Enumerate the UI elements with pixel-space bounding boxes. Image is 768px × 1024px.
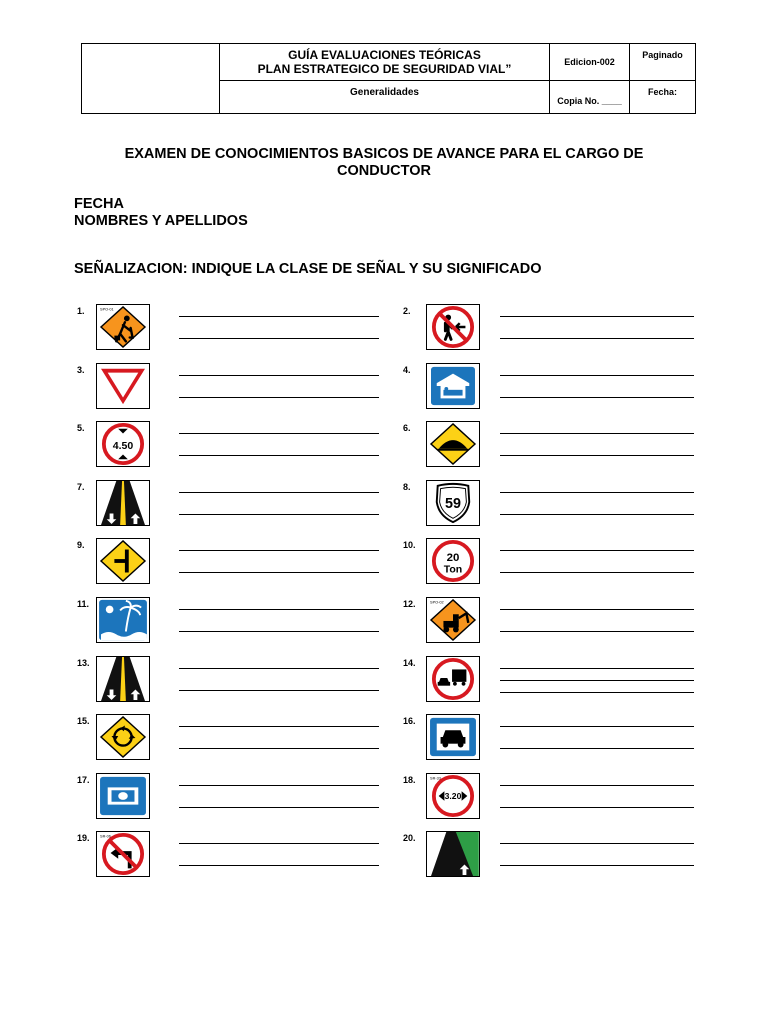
svg-text:Ton: Ton xyxy=(443,563,463,576)
max-width-icon xyxy=(426,773,480,819)
hotel-bed-icon xyxy=(426,363,480,409)
exam-title-line2: CONDUCTOR xyxy=(337,163,431,179)
answer-line-2-1[interactable] xyxy=(500,316,694,317)
answer-line-6-2[interactable] xyxy=(500,455,694,456)
fecha-header-label: Fecha: xyxy=(630,81,696,114)
answer-line-3-1[interactable] xyxy=(179,375,379,376)
answer-line-1-2[interactable] xyxy=(179,338,379,339)
sign-number-19: 19. xyxy=(77,833,90,843)
answer-line-4-2[interactable] xyxy=(500,397,694,398)
header-title-line2: PLAN ESTRATEGICO DE SEGURIDAD VIAL” xyxy=(257,62,512,76)
two-way-lanes-icon xyxy=(96,656,150,702)
nombres-field-label: NOMBRES Y APELLIDOS xyxy=(74,213,248,229)
sign-number-12: 12. xyxy=(403,599,416,609)
sign-number-4: 4. xyxy=(403,365,411,375)
answer-line-17-2[interactable] xyxy=(179,807,379,808)
answer-line-16-2[interactable] xyxy=(500,748,694,749)
answer-line-5-1[interactable] xyxy=(179,433,379,434)
sign-number-16: 16. xyxy=(403,716,416,726)
sign-number-8: 8. xyxy=(403,482,411,492)
svg-text:3.20: 3.20 xyxy=(444,790,462,801)
sign-number-7: 7. xyxy=(77,482,85,492)
sign-number-14: 14. xyxy=(403,658,416,668)
side-road-left-icon xyxy=(96,538,150,584)
exam-title-line1: EXAMEN DE CONOCIMIENTOS BASICOS DE AVANCE PARA EL CARGO DE xyxy=(124,146,644,162)
sign-number-15: 15. xyxy=(77,716,90,726)
answer-line-17-1[interactable] xyxy=(179,785,379,786)
sign-number-18: 18. xyxy=(403,775,416,785)
sign-number-5: 5. xyxy=(77,423,85,433)
no-overtaking-trucks-icon xyxy=(426,656,480,702)
max-height-icon xyxy=(96,421,150,467)
men-at-work-icon xyxy=(96,304,150,350)
sign-number-1: 1. xyxy=(77,306,85,316)
answer-line-8-2[interactable] xyxy=(500,514,694,515)
answer-line-12-2[interactable] xyxy=(500,631,694,632)
sign-number-2: 2. xyxy=(403,306,411,316)
sign-number-13: 13. xyxy=(77,658,90,668)
answer-line-10-2[interactable] xyxy=(500,572,694,573)
answer-line-18-2[interactable] xyxy=(500,807,694,808)
generalidades-label: Generalidades xyxy=(220,81,550,114)
answer-line-15-1[interactable] xyxy=(179,726,379,727)
svg-text:20: 20 xyxy=(446,552,460,564)
answer-line-5-2[interactable] xyxy=(179,455,379,456)
answer-line-10-1[interactable] xyxy=(500,550,694,551)
answer-line-16-1[interactable] xyxy=(500,726,694,727)
document-header xyxy=(81,43,696,114)
answer-line-8-1[interactable] xyxy=(500,492,694,493)
section-title: SEÑALIZACION: INDIQUE LA CLASE DE SEÑAL Y SU SIGNIFICADO xyxy=(74,261,542,277)
two-way-lanes-icon xyxy=(96,480,150,526)
answer-line-6-1[interactable] xyxy=(500,433,694,434)
svg-text:59: 59 xyxy=(445,495,461,512)
lane-ahead-icon xyxy=(426,831,480,877)
answer-line-20-2[interactable] xyxy=(500,865,694,866)
logo-cell xyxy=(82,44,220,114)
answer-line-11-1[interactable] xyxy=(179,609,379,610)
svg-text:4.50: 4.50 xyxy=(112,439,134,452)
edition-label: Edicion-002 xyxy=(550,44,630,81)
answer-line-3-2[interactable] xyxy=(179,397,379,398)
speed-bump-icon xyxy=(426,421,480,467)
fecha-field-label: FECHA xyxy=(74,196,124,212)
sign-number-3: 3. xyxy=(77,365,85,375)
answer-line-19-1[interactable] xyxy=(179,843,379,844)
answer-line-15-2[interactable] xyxy=(179,748,379,749)
svg-text:SR-33: SR-33 xyxy=(430,776,441,781)
answer-line-1-1[interactable] xyxy=(179,316,379,317)
sign-number-17: 17. xyxy=(77,775,90,785)
answer-line-12-1[interactable] xyxy=(500,609,694,610)
weight-limit-icon xyxy=(426,538,480,584)
answer-line-14-2[interactable] xyxy=(500,680,694,681)
roundabout-icon xyxy=(96,714,150,760)
answer-line-13-1[interactable] xyxy=(179,668,379,669)
paginado-label: Paginado xyxy=(630,44,696,81)
auto-service-icon xyxy=(426,714,480,760)
svg-text:SR-06: SR-06 xyxy=(100,834,111,839)
answer-line-19-2[interactable] xyxy=(179,865,379,866)
sign-number-20: 20. xyxy=(403,833,416,843)
exam-title xyxy=(96,146,672,180)
answer-line-14-1[interactable] xyxy=(500,668,694,669)
answer-line-4-1[interactable] xyxy=(500,375,694,376)
answer-line-7-2[interactable] xyxy=(179,514,379,515)
no-pedestrians-icon xyxy=(426,304,480,350)
answer-line-7-1[interactable] xyxy=(179,492,379,493)
answer-line-11-2[interactable] xyxy=(179,631,379,632)
svg-text:SPO-01: SPO-01 xyxy=(100,307,114,312)
no-left-turn-icon xyxy=(96,831,150,877)
route-shield-icon xyxy=(426,480,480,526)
sign-number-9: 9. xyxy=(77,540,85,550)
answer-line-14-3[interactable] xyxy=(500,692,694,693)
sign-number-6: 6. xyxy=(403,423,411,433)
answer-line-20-1[interactable] xyxy=(500,843,694,844)
sign-number-10: 10. xyxy=(403,540,416,550)
answer-line-13-2[interactable] xyxy=(179,690,379,691)
svg-text:SPO-02: SPO-02 xyxy=(430,600,444,605)
answer-line-2-2[interactable] xyxy=(500,338,694,339)
sign-number-11: 11. xyxy=(77,599,90,609)
road-machinery-icon xyxy=(426,597,480,643)
answer-line-9-1[interactable] xyxy=(179,550,379,551)
answer-line-9-2[interactable] xyxy=(179,572,379,573)
header-title-line1: GUÍA EVALUACIONES TEÓRICAS xyxy=(288,48,481,62)
beach-icon xyxy=(96,597,150,643)
header-title-cell xyxy=(220,44,550,81)
yield-icon xyxy=(96,363,150,409)
money-exchange-icon xyxy=(96,773,150,819)
copia-label: Copia No. ____ xyxy=(550,81,630,114)
answer-line-18-1[interactable] xyxy=(500,785,694,786)
